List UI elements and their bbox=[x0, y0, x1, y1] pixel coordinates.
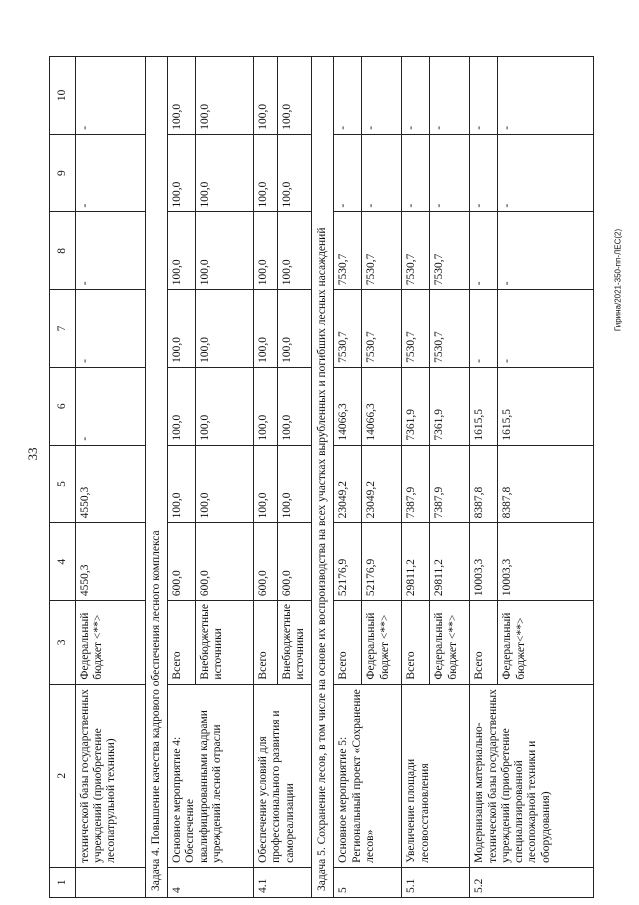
funding-source: Всего bbox=[168, 601, 196, 685]
value-cell: 10003,3 bbox=[498, 523, 594, 601]
value-cell: 7530,7 bbox=[334, 290, 362, 368]
header-cell: 8 bbox=[50, 212, 76, 290]
value-cell: 600,0 bbox=[254, 523, 278, 601]
table-row bbox=[168, 57, 196, 898]
funding-source: Федеральный бюджет <**> bbox=[430, 601, 470, 685]
header-row bbox=[50, 57, 76, 898]
value-cell: - bbox=[76, 212, 146, 290]
row-number: 5.2 bbox=[470, 867, 594, 897]
value-cell: 7530,7 bbox=[430, 290, 470, 368]
value-cell: 100,0 bbox=[254, 134, 278, 212]
value-cell: 8387,8 bbox=[498, 445, 594, 523]
value-cell: - bbox=[430, 57, 470, 135]
value-cell: 100,0 bbox=[168, 212, 196, 290]
value-cell: 100,0 bbox=[278, 290, 312, 368]
value-cell: - bbox=[498, 212, 594, 290]
funding-source: Федеральный бюджет<**> bbox=[498, 601, 594, 685]
value-cell: 100,0 bbox=[278, 57, 312, 135]
activity-name: Основное мероприятие 5: Региональный проект «Сохранение лесов» bbox=[334, 684, 402, 867]
value-cell: - bbox=[362, 134, 402, 212]
row-number: 4.1 bbox=[254, 867, 312, 897]
header-cell: 3 bbox=[50, 601, 76, 685]
value-cell: 1615,5 bbox=[470, 367, 498, 445]
header-cell: 4 bbox=[50, 523, 76, 601]
table-row bbox=[470, 57, 498, 898]
task-heading: Задача 4. Повышение качества кадрового обеспечения лесного комплекса bbox=[146, 57, 168, 898]
funding-source: Всего bbox=[402, 601, 430, 685]
task-row bbox=[146, 57, 168, 898]
row-number bbox=[76, 867, 146, 897]
page-number: 33 bbox=[25, 447, 40, 461]
value-cell: - bbox=[76, 134, 146, 212]
value-cell: - bbox=[430, 134, 470, 212]
task-heading: Задача 5. Сохранение лесов, в том числе на основе их воспроизводства на всех участках вырубленных и погибших лесных насаждений bbox=[312, 57, 334, 898]
header-cell: 9 bbox=[50, 134, 76, 212]
value-cell: 100,0 bbox=[196, 212, 254, 290]
value-cell: 100,0 bbox=[168, 290, 196, 368]
value-cell: 100,0 bbox=[278, 367, 312, 445]
value-cell: 52176,9 bbox=[334, 523, 362, 601]
value-cell: 100,0 bbox=[168, 367, 196, 445]
value-cell: 100,0 bbox=[278, 212, 312, 290]
value-cell: 100,0 bbox=[254, 367, 278, 445]
funding-source: Внебюджетные источники bbox=[278, 601, 312, 685]
value-cell: 7530,7 bbox=[430, 212, 470, 290]
value-cell: 100,0 bbox=[196, 134, 254, 212]
value-cell: 7387,9 bbox=[430, 445, 470, 523]
value-cell: 7530,7 bbox=[362, 290, 402, 368]
value-cell: 52176,9 bbox=[362, 523, 402, 601]
value-cell: - bbox=[498, 57, 594, 135]
task-row bbox=[312, 57, 334, 898]
table-row bbox=[76, 57, 146, 898]
value-cell: 7361,9 bbox=[402, 367, 430, 445]
value-cell: - bbox=[470, 212, 498, 290]
value-cell: 600,0 bbox=[278, 523, 312, 601]
value-cell: - bbox=[76, 57, 146, 135]
row-number: 5 bbox=[334, 867, 402, 897]
value-cell: 100,0 bbox=[196, 367, 254, 445]
value-cell: 4550,3 bbox=[76, 445, 146, 523]
activity-name: Основное мероприятие 4: Обеспечение квалифицированными кадрами учреждений лесной отрасли bbox=[168, 684, 254, 867]
value-cell: - bbox=[498, 134, 594, 212]
document-code: Гирина/2021-350-пп-ЛЕС(2) bbox=[613, 228, 623, 332]
value-cell: 14066,3 bbox=[362, 367, 402, 445]
value-cell: 7530,7 bbox=[334, 212, 362, 290]
funding-source: Федеральный бюджет <**> bbox=[362, 601, 402, 685]
value-cell: 100,0 bbox=[168, 134, 196, 212]
value-cell: 29811,2 bbox=[402, 523, 430, 601]
value-cell: 100,0 bbox=[196, 57, 254, 135]
value-cell: 100,0 bbox=[278, 134, 312, 212]
value-cell: - bbox=[470, 290, 498, 368]
value-cell: 100,0 bbox=[254, 290, 278, 368]
value-cell: - bbox=[402, 57, 430, 135]
value-cell: 23049,2 bbox=[334, 445, 362, 523]
value-cell: 23049,2 bbox=[362, 445, 402, 523]
value-cell: 600,0 bbox=[196, 523, 254, 601]
value-cell: - bbox=[334, 57, 362, 135]
value-cell: 100,0 bbox=[254, 57, 278, 135]
value-cell: - bbox=[470, 134, 498, 212]
header-cell: 6 bbox=[50, 367, 76, 445]
funding-source: Всего bbox=[254, 601, 278, 685]
funding-source: Всего bbox=[470, 601, 498, 685]
table-row bbox=[254, 57, 278, 898]
value-cell: - bbox=[334, 134, 362, 212]
value-cell: 7530,7 bbox=[402, 212, 430, 290]
row-number: 4 bbox=[168, 867, 254, 897]
value-cell: 100,0 bbox=[196, 290, 254, 368]
activity-name: Обеспечение условий для профессионального развития и самореализации bbox=[254, 684, 312, 867]
value-cell: - bbox=[76, 290, 146, 368]
value-cell: 100,0 bbox=[254, 445, 278, 523]
header-cell: 1 bbox=[50, 867, 76, 897]
value-cell: - bbox=[76, 367, 146, 445]
value-cell: 100,0 bbox=[278, 445, 312, 523]
value-cell: 7530,7 bbox=[362, 212, 402, 290]
value-cell: 100,0 bbox=[168, 445, 196, 523]
header-cell: 2 bbox=[50, 684, 76, 867]
activity-name: технической базы государственных учреждений (приобретение лесопатрульной техники) bbox=[76, 684, 146, 867]
value-cell: 8387,8 bbox=[470, 445, 498, 523]
header-cell: 5 bbox=[50, 445, 76, 523]
value-cell: - bbox=[470, 57, 498, 135]
value-cell: 7530,7 bbox=[402, 290, 430, 368]
row-number: 5.1 bbox=[402, 867, 470, 897]
table-row bbox=[334, 57, 362, 898]
value-cell: 7361,9 bbox=[430, 367, 470, 445]
value-cell: 4550,3 bbox=[76, 523, 146, 601]
value-cell: 100,0 bbox=[254, 212, 278, 290]
funding-source: Федеральный бюджет <**> bbox=[76, 601, 146, 685]
program-funding-table bbox=[49, 56, 594, 898]
value-cell: 14066,3 bbox=[334, 367, 362, 445]
value-cell: 29811,2 bbox=[430, 523, 470, 601]
value-cell: 600,0 bbox=[168, 523, 196, 601]
value-cell: - bbox=[402, 134, 430, 212]
value-cell: 100,0 bbox=[196, 445, 254, 523]
value-cell: 1615,5 bbox=[498, 367, 594, 445]
table-row bbox=[402, 57, 430, 898]
value-cell: 7387,9 bbox=[402, 445, 430, 523]
header-cell: 10 bbox=[50, 57, 76, 135]
value-cell: 100,0 bbox=[168, 57, 196, 135]
header-cell: 7 bbox=[50, 290, 76, 368]
rotated-table-container bbox=[49, 56, 594, 898]
value-cell: - bbox=[362, 57, 402, 135]
funding-source: Внебюджетные источники bbox=[196, 601, 254, 685]
value-cell: - bbox=[498, 290, 594, 368]
activity-name: Увеличение площади лесовосстановления bbox=[402, 684, 470, 867]
activity-name: Модернизация материально-технической базы государственных учреждений (приобретение специализированной лесопожарной техники и оборудования) bbox=[470, 684, 594, 867]
value-cell: 10003,3 bbox=[470, 523, 498, 601]
funding-source: Всего bbox=[334, 601, 362, 685]
